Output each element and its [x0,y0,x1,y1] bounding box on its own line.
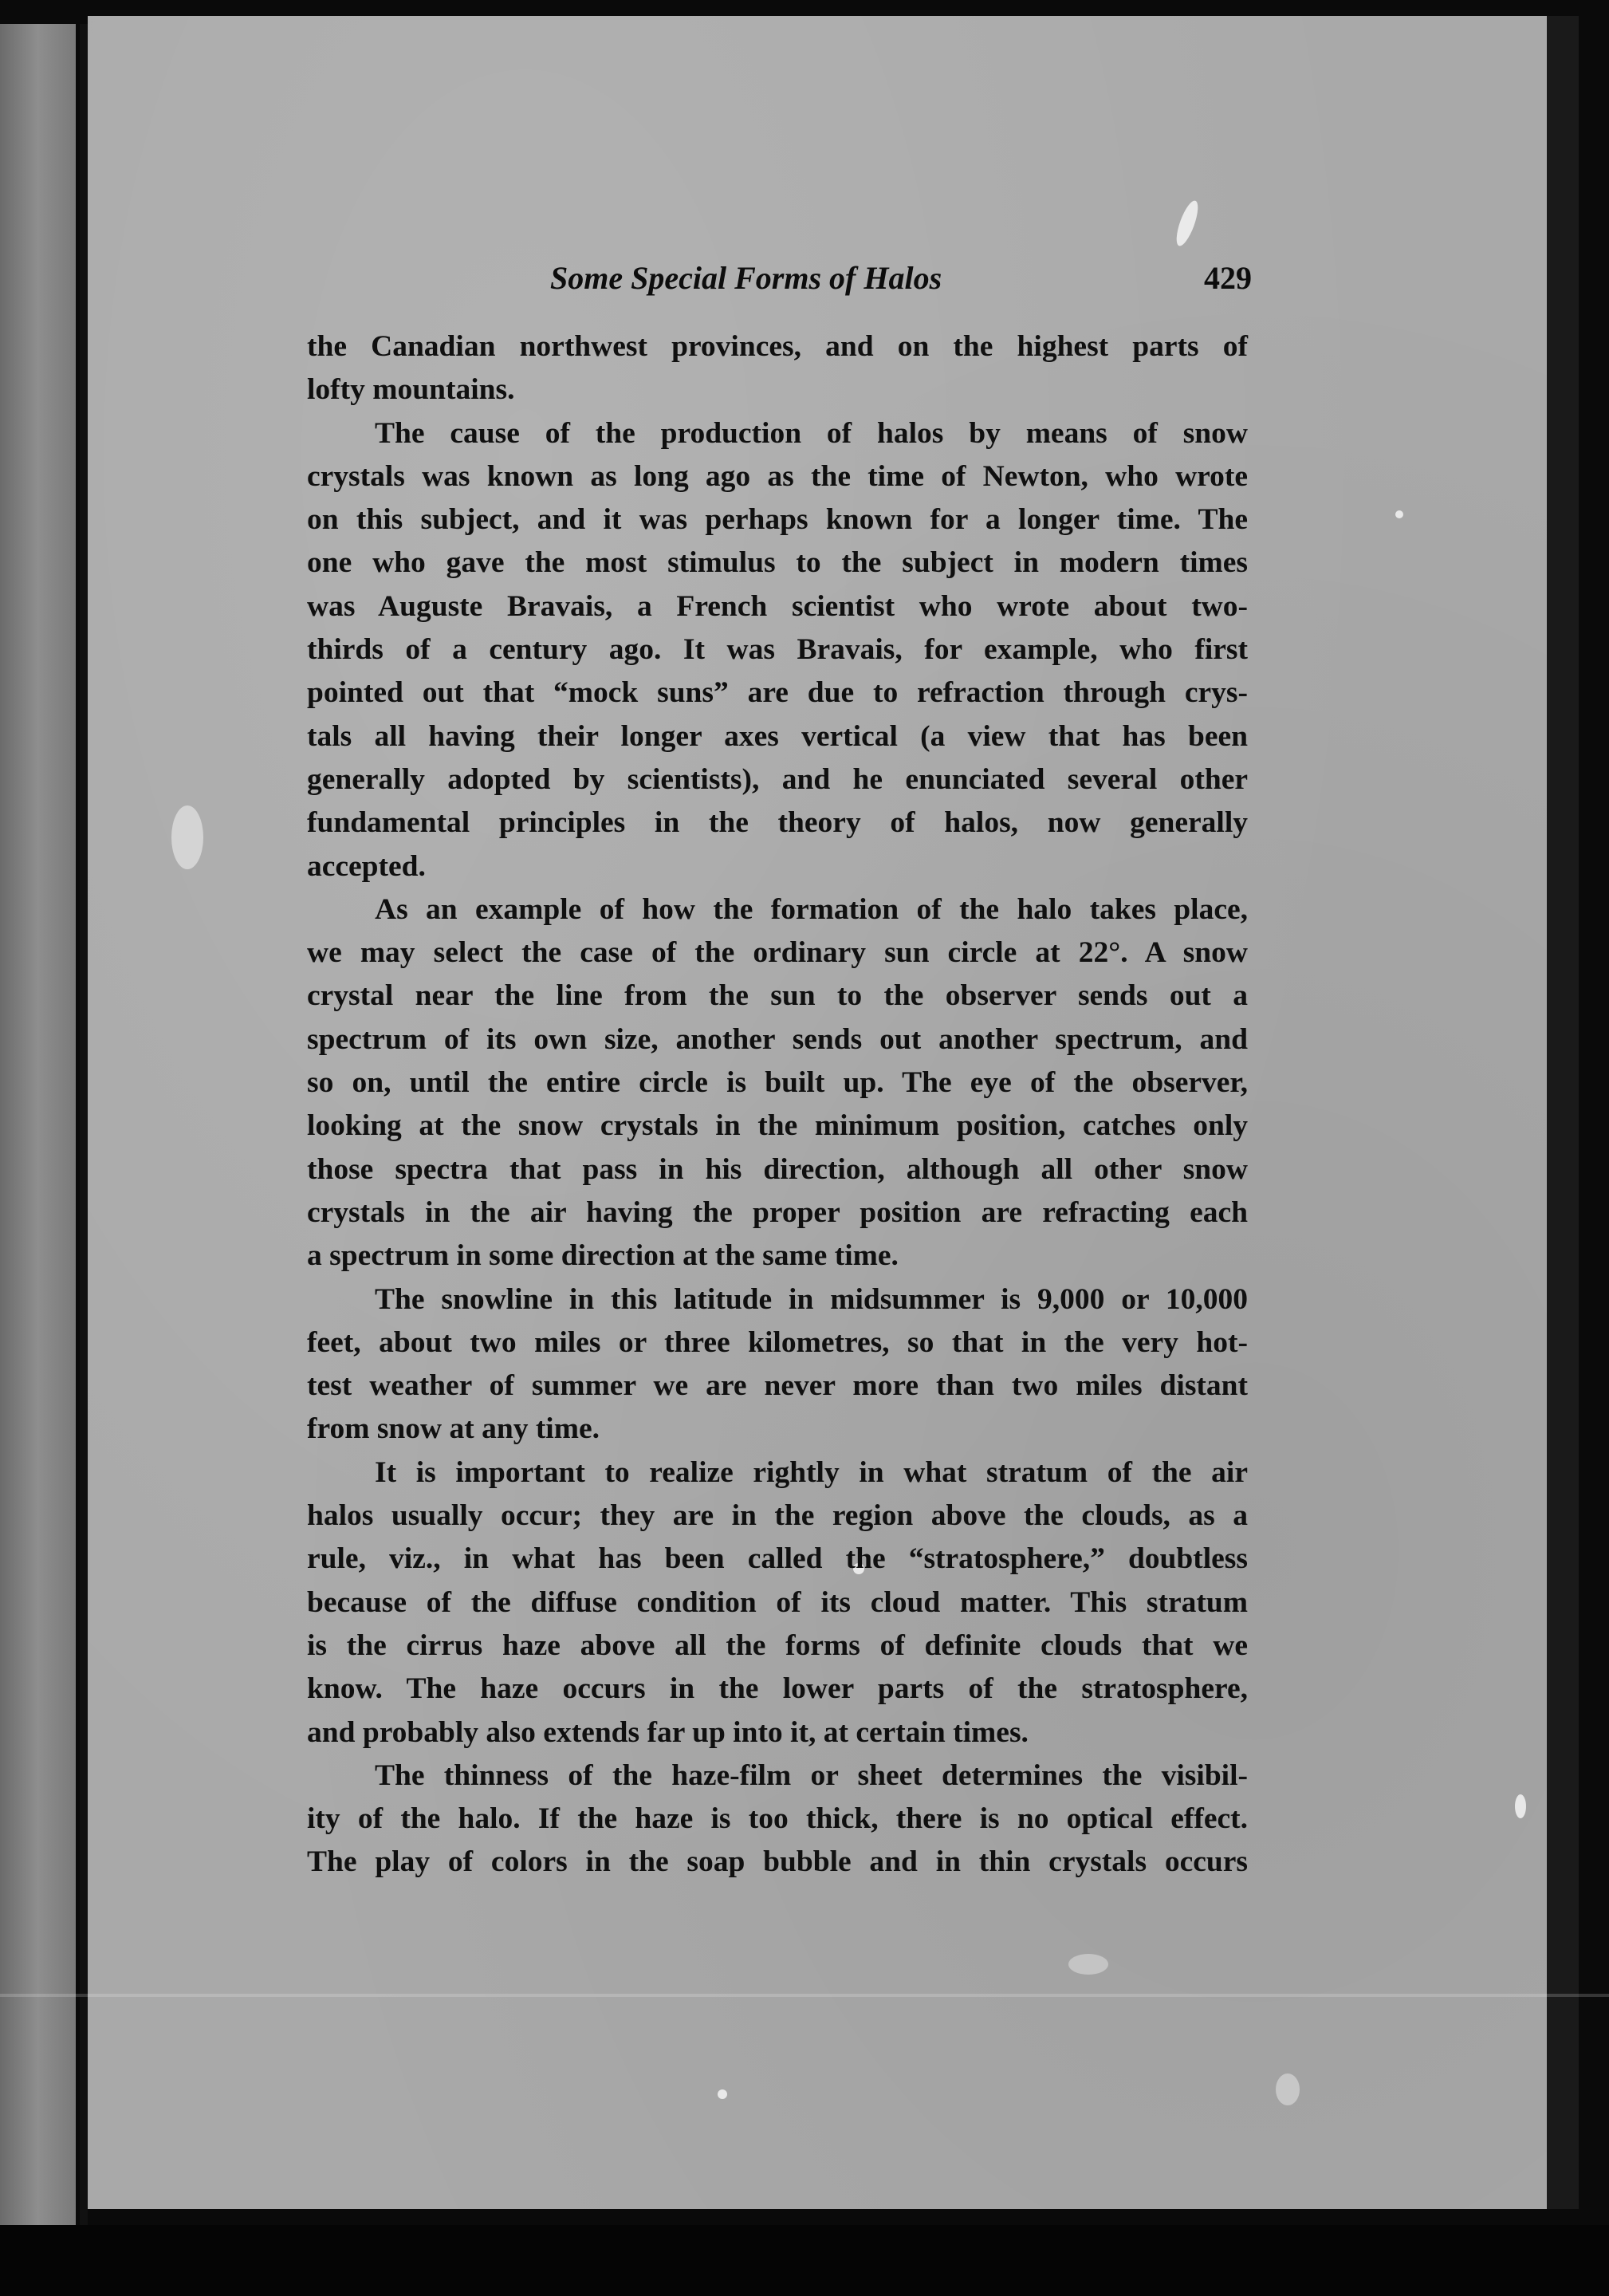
text-line: so on, until the entire circle is built up. The eye of the observer, [307,1066,1248,1100]
text-line: lofty mountains. [307,373,515,407]
text-line: halos usually occur; they are in the region above the clouds, as a [307,1499,1248,1533]
text-line: crystal near the line from the sun to the observer sends out a [307,979,1248,1013]
text-line: The cause of the production of halos by means of snow [375,416,1248,450]
text-line: from snow at any time. [307,1412,600,1446]
dust-speck [1395,510,1403,518]
text-line: on this subject, and it was perhaps known for a longer time. The [307,503,1248,537]
facing-page-edge [0,24,76,2225]
text-line: feet, about two miles or three kilometres, so that in the very hot- [307,1325,1248,1359]
text-line: fundamental principles in the theory of halos, now generally [307,806,1248,840]
text-line: those spectra that pass in his direction, although all other snow [307,1152,1248,1186]
scan-artifact-stripe [0,1994,1609,1997]
dust-speck [718,2089,727,2099]
text-line: The thinness of the haze-film or sheet determines the visibil- [375,1758,1248,1792]
running-title: Some Special Forms of Halos [550,260,942,296]
text-line: crystals in the air having the proper position are refracting each [307,1195,1248,1229]
text-line: we may select the case of the ordinary sun circle at 22°. A snow [307,936,1248,970]
text-line: As an example of how the formation of the halo takes place, [375,892,1248,926]
text-line: because of the diffuse condition of its cloud matter. This stratum [307,1585,1248,1619]
text-line: It is important to realize rightly in what stratum of the air [375,1455,1248,1489]
text-line: a spectrum in some direction at the same time. [307,1239,899,1273]
dust-speck [1068,1954,1108,1975]
body-text [307,325,1248,1884]
text-line: accepted. [307,849,426,883]
dust-speck [1515,1794,1526,1818]
text-line: generally adopted by scientists), and he enunciated several other [307,762,1248,796]
dust-speck [171,805,203,869]
text-line: know. The haze occurs in the lower parts of the stratosphere, [307,1672,1248,1706]
text-line: rule, viz., in what has been called the “stratosphere,” doubtless [307,1542,1248,1576]
text-line: thirds of a century ago. It was Bravais, for example, who first [307,633,1248,667]
book-gutter [80,24,88,2225]
scan-bottom-border [0,2225,1609,2296]
text-line: one who gave the most stimulus to the subject in modern times [307,546,1248,580]
text-line: The play of colors in the soap bubble and in thin crystals occurs [307,1845,1248,1879]
text-line: was Auguste Bravais, a French scientist who wrote about two- [307,589,1248,623]
text-line: looking at the snow crystals in the minimum position, catches only [307,1109,1248,1143]
text-line: test weather of summer we are never more than two miles distant [307,1369,1248,1403]
text-line: and probably also extends far up into it, at certain times. [307,1715,1029,1749]
text-line: the Canadian northwest provinces, and on the highest parts of [307,330,1248,363]
text-line: is the cirrus haze above all the forms of definite clouds that we [307,1628,1248,1662]
text-line: spectrum of its own size, another sends out another spectrum, and [307,1022,1248,1056]
page-right-edge [1547,16,1579,2209]
text-line: crystals was known as long ago as the time of Newton, who wrote [307,459,1248,493]
text-line: pointed out that “mock suns” are due to refraction through crys- [307,676,1248,710]
page-number: 429 [1204,260,1252,296]
dust-speck [1276,2073,1300,2105]
running-head [311,259,1252,307]
text-line: tals all having their longer axes vertical (a view that has been [307,719,1248,753]
text-line: The snowline in this latitude in midsummer is 9,000 or 10,000 [375,1282,1248,1316]
text-line: ity of the halo. If the haze is too thick, there is no optical effect. [307,1802,1248,1836]
